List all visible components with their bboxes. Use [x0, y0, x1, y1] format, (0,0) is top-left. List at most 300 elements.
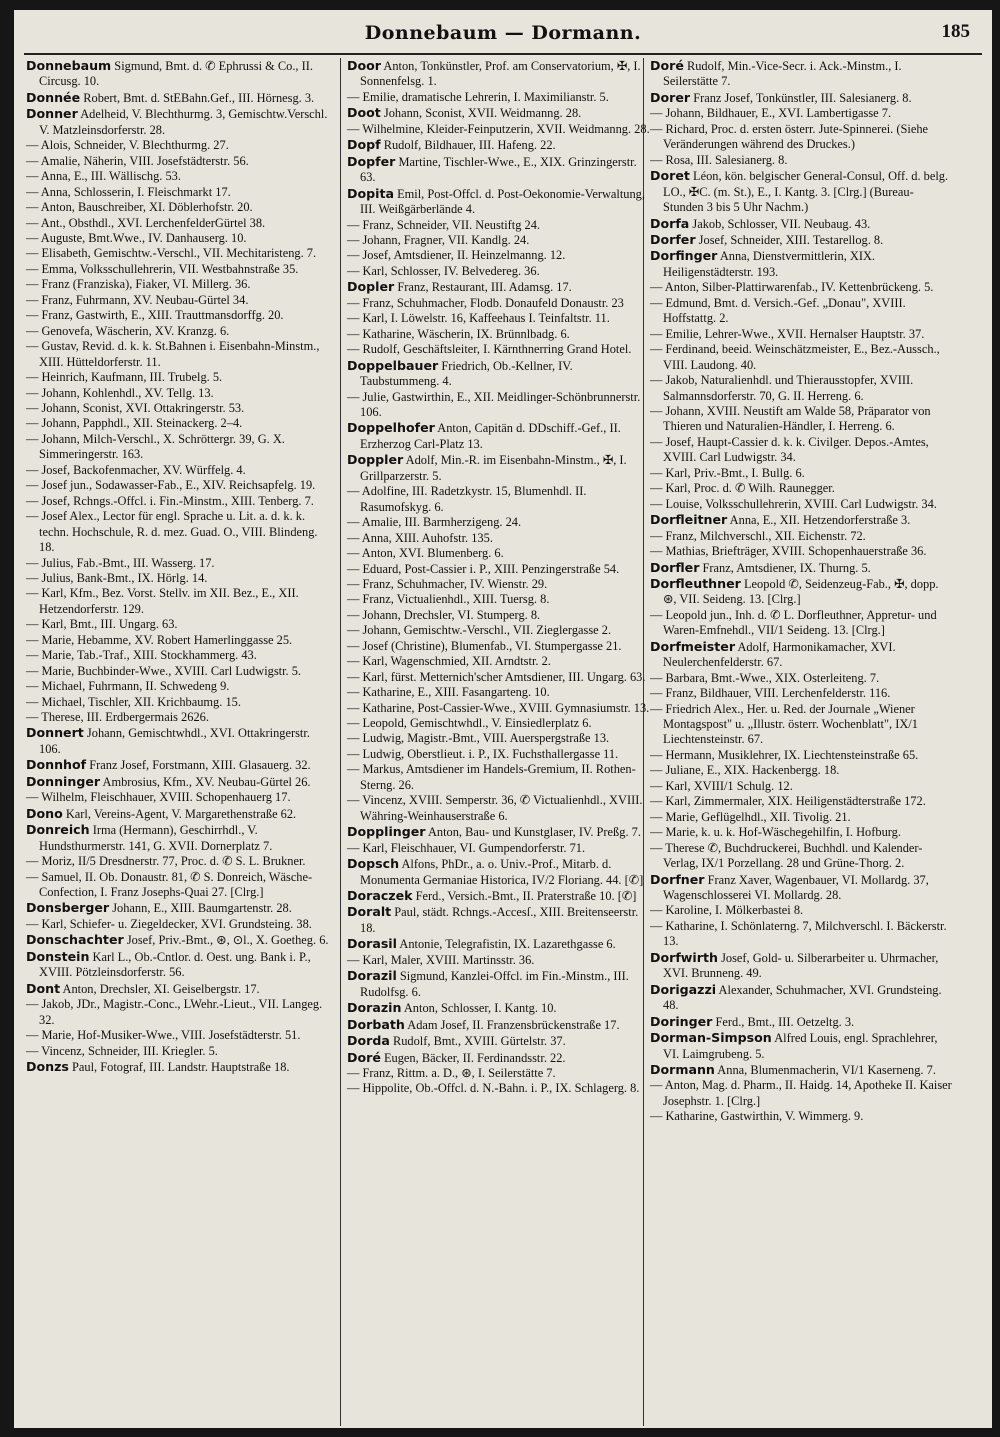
header-rule: [24, 53, 982, 55]
entry-text: Franz, Restaurant, III. Adamsg. 17.: [397, 280, 572, 295]
entry-text: — Franz, Schuhmacher, IV. Wienstr. 29.: [347, 576, 548, 591]
directory-entry: [650, 216, 954, 232]
entry-surname: Dopplinger: [347, 824, 426, 840]
directory-entry: [650, 90, 954, 106]
directory-entry: [26, 679, 330, 694]
entry-text: — Leopold, Gemischtwhdl., V. Einsiedlerplatz 6.: [347, 716, 592, 731]
entry-text: Johann, Sconist, XVII. Weidmanng. 28.: [383, 106, 582, 121]
entry-text: — Moriz, II/5 Dresdnerstr. 77, Proc. d. ✆ S. L. Brukner.: [26, 854, 306, 869]
entry-surname: Donzs: [26, 1059, 69, 1074]
entry-text: — Julius, Bank-Bmt., IX. Hörlg. 14.: [26, 570, 208, 585]
entry-text: Rudolf, Min.-Vice-Secr. i. Ack.-Minstm., I. Seilerstätte 7.: [663, 59, 902, 89]
column-divider: [340, 58, 341, 1426]
entry-surname: Donstein: [26, 948, 90, 964]
directory-entry: [347, 452, 651, 484]
entry-text: — Genovefa, Wäscherin, XV. Kranzg. 6.: [26, 323, 230, 338]
directory-entry: [650, 1109, 954, 1124]
directory-entry: [347, 824, 651, 840]
entry-text: — Karoline, I. Mölkerbastei 8.: [650, 903, 804, 918]
entry-surname: Doot: [347, 105, 381, 121]
entry-text: — Karl, Maler, XVIII. Martinsstr. 36.: [347, 952, 535, 967]
entry-text: Paul, Fotograf, III. Landstr. Hauptstraße 18.: [72, 1060, 290, 1074]
entry-text: — Johann, Gemischtw.-Verschl., VII. Zieglergasse 2.: [347, 623, 612, 638]
directory-entry: [26, 324, 330, 339]
entry-surname: Doraczek: [347, 888, 413, 904]
entry-text: Anton, Drechsler, XI. Geiselbergstr. 17.: [62, 981, 260, 996]
entry-text: — Louise, Volksschullehrerin, XVIII. Carl Ludwigstr. 34.: [650, 496, 937, 511]
entry-surname: Doringer: [650, 1013, 713, 1029]
entry-text: Anna, Blumenmacherin, VI/1 Kaserneng. 7.: [717, 1063, 936, 1077]
entry-text: — Anton, Mag. d. Pharm., II. Haidg. 14, Apotheke II. Kaiser Josephstr. 1. [Clrg.]: [650, 1078, 952, 1108]
directory-entry: [650, 512, 954, 528]
directory-entry: [26, 900, 330, 916]
directory-entry: [26, 246, 330, 261]
entry-surname: Donsberger: [26, 900, 110, 916]
directory-entry: [347, 296, 651, 311]
entry-surname: Dorda: [347, 1033, 390, 1049]
column-3: [650, 58, 954, 1125]
entry-surname: Dorfwirth: [650, 949, 718, 965]
directory-entry: [650, 919, 954, 950]
entry-text: — Hippolite, Ob.-Offcl. d. N.-Bahn. i. P., IX. Schlagerg. 8.: [347, 1081, 640, 1096]
entry-surname: Dorfinger: [650, 248, 718, 264]
directory-entry: [650, 576, 954, 608]
entry-text: — Franz, Schneider, VII. Neustiftg 24.: [347, 217, 541, 232]
entry-surname: Donreich: [26, 822, 90, 838]
directory-entry: [347, 279, 651, 295]
directory-entry: [26, 854, 330, 869]
entry-surname: Dopsch: [347, 856, 400, 872]
directory-entry: [347, 264, 651, 279]
entry-text: — Anton, Silber-Plattirwarenfab., IV. Kettenbrückeng. 5.: [650, 280, 934, 295]
entry-text: — Ludwig, Magistr.-Bmt., VIII. Auerspergstraße 13.: [347, 731, 610, 746]
entry-text: — Friedrich Alex., Her. u. Red. der Journale „Wiener Montagspost" u. „Illustr. österr. Wochenblatt", IX/1 Liechtensteinstr. 67.: [650, 701, 918, 747]
entry-surname: Doré: [347, 1049, 381, 1065]
directory-entry: [347, 90, 651, 105]
entry-text: — Marie, Tab.-Traf., XIII. Stockhammerg. 43.: [26, 648, 257, 663]
entry-text: Alfred Louis, engl. Sprachlehrer, VI. Laimgrubeng. 5.: [663, 1031, 938, 1061]
directory-entry: [650, 296, 954, 327]
directory-entry: [26, 401, 330, 416]
entry-text: Anton, Schlosser, I. Kantg. 10.: [403, 1001, 557, 1016]
directory-entry: [26, 509, 330, 555]
directory-entry: [347, 137, 651, 153]
entry-text: — Rudolf, Geschäftsleiter, I. Kärnthnerring Grand Hotel.: [347, 342, 632, 357]
directory-entry: [650, 327, 954, 342]
directory-entry: [26, 997, 330, 1028]
entry-text: Sigmund, Bmt. d. ✆ Ephrussi & Co., II. Circusg. 10.: [39, 59, 313, 89]
entry-text: Ferd., Bmt., III. Oetzeltg. 3.: [715, 1014, 855, 1029]
directory-entry: [26, 664, 330, 679]
directory-entry: [26, 58, 330, 90]
entry-text: Adam Josef, II. Franzensbrückenstraße 17.: [407, 1017, 620, 1032]
entry-surname: Dorfmeister: [650, 638, 736, 654]
directory-entry: [26, 695, 330, 710]
directory-entry: [347, 731, 651, 746]
directory-entry: [26, 981, 330, 997]
entry-text: — Julius, Fab.-Bmt., III. Wasserg. 17.: [26, 555, 215, 570]
directory-entry: [650, 373, 954, 404]
entry-text: Josef, Schneider, XIII. Testarellog. 8.: [698, 232, 884, 247]
directory-entry: [650, 779, 954, 794]
directory-entry: [650, 748, 954, 763]
entry-text: — Katharine, E., XIII. Fasangarteng. 10.: [347, 685, 550, 700]
directory-entry: [347, 515, 651, 530]
directory-entry: [650, 342, 954, 373]
entry-text: Adolf, Harmonikamacher, XVI. Neulerchenfelderstr. 67.: [663, 639, 896, 670]
directory-entry: [26, 870, 330, 901]
directory-entry: [347, 1081, 651, 1096]
entry-text: Jakob, Schlosser, VII. Neubaug. 43.: [692, 216, 871, 231]
entry-text: — Katharine, Post-Cassier-Wwe., XVIII. Gymnasiumstr. 13.: [347, 700, 650, 715]
directory-entry: [26, 386, 330, 401]
entry-text: Friedrich, Ob.-Kellner, IV. Taubstummeng. 4.: [360, 358, 573, 389]
directory-entry: [347, 747, 651, 762]
entry-text: — Marie, k. u. k. Hof-Wäschegehilfin, I. Hofburg.: [650, 825, 901, 840]
directory-entry: [347, 793, 651, 824]
directory-entry: [650, 702, 954, 748]
entry-text: — Auguste, Bmt.Wwe., IV. Danhauserg. 10.: [26, 230, 247, 245]
directory-entry: [26, 370, 330, 385]
directory-entry: [26, 710, 330, 725]
entry-text: — Johann, Drechsler, VI. Stumperg. 8.: [347, 607, 541, 622]
entry-text: — Richard, Proc. d. ersten österr. Jute-Spinnerei. (Siehe Veränderungen während des Druckes.): [650, 121, 929, 152]
entry-text: — Marie, Hof-Musiker-Wwe., VIII. Josefstädterstr. 51.: [26, 1028, 301, 1043]
entry-surname: Donnhof: [26, 757, 87, 773]
entry-text: — Franz, Fuhrmann, XV. Neubau-Gürtel 34.: [26, 292, 249, 307]
entry-text: Léon, kön. belgischer General-Consul, Off. d. belg. LO., ✠C. (m. St.), E., I. Kantg. 3. [Clrg.] (Bureau-Stunden 3 bis 5 Uhr Nachm.): [663, 169, 949, 215]
directory-entry: [26, 154, 330, 169]
entry-surname: Dorigazzi: [650, 981, 717, 997]
entry-text: — Franz, Victualienhdl., XIII. Tuersg. 8.: [347, 592, 550, 607]
entry-surname: Dorfleitner: [650, 512, 728, 528]
entry-surname: Doré: [650, 58, 684, 73]
entry-surname: Dormann: [650, 1062, 715, 1077]
entry-text: — Julie, Gastwirthin, E., XII. Meidlinger-Schönbrunnerstr. 106.: [347, 389, 641, 419]
directory-entry: [650, 950, 954, 982]
entry-text: — Vincenz, XVIII. Semperstr. 36, ✆ Victualienhdl., XVIII. Währing-Weinhauserstraße 6.: [347, 793, 643, 823]
entry-text: Adelheid, V. Blechthurmg. 3, Gemischtw.Verschl. V. Matzleinsdorferstr. 28.: [39, 107, 328, 137]
directory-entry: [650, 58, 954, 90]
entry-text: Ferd., Versich.-Bmt., II. Praterstraße 10. [✆]: [415, 889, 637, 904]
directory-entry: [26, 478, 330, 493]
entry-text: — Franz, Gastwirth, E., XIII. Trauttmansdorffg. 20.: [26, 308, 284, 323]
entry-text: Anna, Dienstvermittlerin, XIX. Heiligenstädterstr. 193.: [663, 249, 876, 279]
directory-entry: [26, 231, 330, 246]
entry-surname: Dorfer: [650, 231, 696, 247]
directory-entry: [347, 577, 651, 592]
directory-entry: [650, 825, 954, 840]
running-head: [14, 10, 992, 50]
directory-entry: [26, 633, 330, 648]
entry-text: — Johann, Kohlenhdl., XV. Tellg. 13.: [26, 385, 214, 400]
entry-text: — Rosa, III. Salesianerg. 8.: [650, 152, 788, 167]
directory-entry: [26, 1028, 330, 1043]
entry-text: — Josef (Christine), Blumenfab., VI. Stumpergasse 21.: [347, 638, 622, 653]
entry-text: — Elisabeth, Gemischtw.-Verschl., VII. Mechitaristeng. 7.: [26, 246, 317, 261]
directory-entry: [347, 936, 651, 952]
directory-entry: [26, 949, 330, 981]
page-title: Donnebaum — Dormann.: [364, 22, 642, 44]
entry-text: — Karl, Schiefer- u. Ziegeldecker, XVI. Grundsteing. 38.: [26, 916, 312, 931]
entry-text: — Therese ✆, Buchdruckerei, Buchhdl. und Kalender-Verlag, IX/1 Porzellang. 28 und Grüne-Thorg. 2.: [650, 840, 923, 871]
directory-entry: [26, 308, 330, 323]
entry-surname: Doppelbauer: [347, 357, 439, 373]
entry-text: Alfons, PhDr., a. o. Univ.-Prof., Mitarb. d. Monumenta Germaniae Historica, IV/2 Floriang. 44. [✆]: [360, 857, 644, 887]
entry-surname: Donner: [26, 106, 78, 122]
entry-surname: Doppler: [347, 452, 404, 468]
directory-entry: [26, 586, 330, 617]
directory-entry: [347, 248, 651, 263]
entry-text: Antonie, Telegrafistin, IX. Lazarethgasse 6.: [399, 937, 616, 952]
entry-text: — Amalie, Näherin, VIII. Josefstädterstr. 56.: [26, 153, 249, 168]
entry-surname: Donschachter: [26, 932, 124, 948]
entry-text: — Emilie, Lehrer-Wwe., XVII. Hernalser Hauptstr. 37.: [650, 326, 925, 341]
directory-entry: [650, 763, 954, 778]
directory-entry: [26, 1059, 330, 1075]
entry-text: Franz, Amtsdiener, IX. Thurng. 5.: [702, 560, 871, 575]
entry-text: Johann, E., XIII. Baumgartenstr. 28.: [112, 901, 292, 916]
entry-text: Anton, Bau- und Kunstglaser, IV. Preßg. 7.: [427, 825, 641, 840]
directory-entry: [650, 466, 954, 481]
directory-entry: [650, 404, 954, 435]
directory-page: [14, 10, 992, 1428]
entry-text: — Karl, XVIII/1 Schulg. 12.: [650, 778, 793, 793]
directory-entry: [650, 686, 954, 701]
directory-entry: [650, 122, 954, 153]
directory-entry: [650, 544, 954, 559]
directory-entry: [26, 556, 330, 571]
directory-entry: [26, 932, 330, 948]
directory-entry: [347, 654, 651, 669]
entry-text: Anton, Capitän d. DDschiff.-Gef., II. Erzherzog Carl-Platz 13.: [360, 421, 621, 451]
entry-text: — Amalie, III. Barmherzigeng. 24.: [347, 515, 522, 530]
directory-entry: [650, 481, 954, 496]
entry-text: Irma (Hermann), Geschirrhdl., V. Hundsthurmerstr. 141, G. XVII. Dornerplatz 7.: [39, 823, 273, 853]
directory-entry: [347, 1033, 651, 1049]
entry-surname: Doret: [650, 168, 690, 184]
directory-entry: [347, 154, 651, 186]
entry-surname: Dopita: [347, 185, 394, 201]
entry-surname: Dorbath: [347, 1016, 405, 1032]
entry-surname: Dont: [26, 980, 61, 996]
entry-text: — Franz, Milchverschl., XII. Eichenstr. 72.: [650, 528, 866, 543]
entry-text: — Karl, Fleischhauer, VI. Gumpendorferstr. 71.: [347, 840, 586, 855]
directory-entry: [650, 497, 954, 512]
directory-entry: [347, 1066, 651, 1081]
directory-entry: [26, 293, 330, 308]
directory-entry: [347, 531, 651, 546]
directory-entry: [26, 790, 330, 805]
entry-text: Franz Xaver, Wagenbauer, VI. Mollardg. 37, Wagenschlosserei VI. Mollardg. 28.: [663, 872, 929, 903]
entry-text: — Karl, Zimmermaler, XIX. Heiligenstädterstraße 172.: [650, 794, 926, 809]
entry-text: — Karl, I. Löwelstr. 16, Kaffeehaus I. Teinfaltstr. 11.: [347, 311, 610, 326]
directory-entry: [26, 339, 330, 370]
directory-entry: [650, 435, 954, 466]
entry-text: Franz Josef, Forstmann, XIII. Glasauerg. 32.: [89, 758, 311, 773]
directory-entry: [26, 416, 330, 431]
entry-text: — Karl, Proc. d. ✆ Wilh. Raunegger.: [650, 481, 835, 496]
page-number: 185: [941, 21, 970, 42]
entry-surname: Donninger: [26, 773, 101, 789]
entry-surname: Dopfer: [347, 153, 396, 169]
entry-surname: Dorasil: [347, 936, 397, 952]
entry-text: — Josef jun., Sodawasser-Fab., E., XIV. Reichsapfelg. 19.: [26, 478, 316, 493]
entry-text: Paul, städt. Rchngs.-Accesſ., XIII. Breitenseerstr. 18.: [360, 905, 639, 935]
entry-surname: Door: [347, 58, 381, 73]
entry-text: — Markus, Amtsdiener im Handels-Gremium, II. Rothen-Sterng. 26.: [347, 762, 636, 792]
directory-entry: [650, 671, 954, 686]
entry-text: — Heinrich, Kaufmann, III. Trubelg. 5.: [26, 370, 223, 385]
directory-entry: [26, 494, 330, 509]
directory-entry: [347, 327, 651, 342]
entry-text: Johann, Gemischtwhdl., XVI. Ottakringerstr. 106.: [39, 726, 310, 756]
entry-text: — Alois, Schneider, V. Blechthurmg. 27.: [26, 138, 229, 153]
entry-text: — Emilie, dramatische Lehrerin, I. Maximilianstr. 5.: [347, 89, 609, 104]
directory-entry: [26, 277, 330, 292]
entry-surname: Dorazil: [347, 968, 397, 984]
directory-entry: [347, 1017, 651, 1033]
entry-text: — Ferdinand, beeid. Weinschätzmeister, E., Bez.-Aussch., VIII. Laudong. 40.: [650, 342, 940, 372]
directory-entry: [347, 342, 651, 357]
directory-entry: [650, 982, 954, 1014]
directory-entry: [650, 280, 954, 295]
directory-entry: [347, 420, 651, 452]
directory-entry: [650, 1078, 954, 1109]
directory-entry: [347, 888, 651, 904]
directory-entry: [347, 968, 651, 1000]
entry-text: — Michael, Tischler, XII. Krichbaumg. 15.: [26, 694, 241, 709]
entry-text: — Marie, Hebamme, XV. Robert Hamerlinggasse 25.: [26, 632, 293, 647]
directory-entry: [347, 670, 651, 685]
directory-entry: [650, 1030, 954, 1062]
directory-entry: [347, 592, 651, 607]
entry-text: — Jakob, JDr., Magistr.-Conc., LWehr.-Lieut., VII. Langeg. 32.: [26, 997, 323, 1027]
directory-entry: [26, 648, 330, 663]
entry-text: — Anna, Schlosserin, I. Fleischmarkt 17.: [26, 184, 231, 199]
directory-entry: [650, 232, 954, 248]
directory-entry: [26, 1044, 330, 1059]
directory-entry: [347, 639, 651, 654]
directory-entry: [347, 311, 651, 326]
entry-text: — Michael, Fuhrmann, II. Schwedeng 9.: [26, 679, 230, 694]
directory-entry: [347, 186, 651, 218]
directory-entry: [347, 841, 651, 856]
directory-entry: [347, 1000, 651, 1016]
directory-entry: [26, 185, 330, 200]
entry-text: — Samuel, II. Ob. Donaustr. 81, ✆ S. Donreich, Wäsche-Confection, I. Franz Josephs-Quai 27. [Clrg.]: [26, 869, 313, 900]
entry-text: — Franz, Bildhauer, VIII. Lerchenfelderstr. 116.: [650, 686, 891, 701]
entry-text: — Marie, Buchbinder-Wwe., XVIII. Carl Ludwigstr. 5.: [26, 663, 302, 678]
entry-text: Sigmund, Kanzlei-Offcl. im Fin.-Minstm., III. Rudolfsg. 6.: [360, 969, 629, 999]
column-1: [26, 58, 330, 1075]
entry-text: — Barbara, Bmt.-Wwe., XIX. Osterleiteng. 7.: [650, 670, 880, 685]
directory-entry: [650, 903, 954, 918]
entry-text: — Karl, Wagenschmied, XII. Arndtstr. 2.: [347, 654, 551, 669]
directory-entry: [650, 560, 954, 576]
entry-text: — Mathias, Briefträger, XVIII. Schopenhauerstraße 36.: [650, 544, 927, 559]
directory-entry: [347, 701, 651, 716]
entry-surname: Dorfner: [650, 871, 705, 887]
entry-text: — Josef Alex., Lector für engl. Sprache u. Lit. a. d. k. k. techn. Hochschule, R. d. mez. Guad. O., VIII. Blindeng. 18.: [26, 509, 318, 555]
directory-entry: [650, 794, 954, 809]
directory-entry: [650, 248, 954, 280]
directory-entry: [347, 904, 651, 936]
directory-entry: [347, 233, 651, 248]
entry-text: — Vincenz, Schneider, III. Kriegler. 5.: [26, 1043, 218, 1058]
entry-text: Rudolf, Bildhauer, III. Hafeng. 22.: [383, 138, 556, 153]
directory-entry: [347, 484, 651, 515]
entry-surname: Doralt: [347, 904, 392, 920]
directory-entry: [26, 917, 330, 932]
entry-text: — Anton, XVI. Blumenberg. 6.: [347, 546, 504, 561]
entry-text: — Karl, Schlosser, IV. Belvedereg. 36.: [347, 263, 540, 278]
entry-text: — Marie, Geflügelhdl., XII. Tivolig. 21.: [650, 809, 851, 824]
entry-text: — Johann, Bildhauer, E., XVI. Lambertigasse 7.: [650, 106, 892, 121]
entry-text: — Josef, Rchngs.-Offcl. i. Fin.-Minstm., XIII. Tenberg. 7.: [26, 493, 314, 508]
directory-entry: [347, 546, 651, 561]
entry-text: — Edmund, Bmt. d. Versich.-Gef. „Donau", XVIII. Hoffstattg. 2.: [650, 295, 906, 326]
directory-entry: [347, 218, 651, 233]
directory-entry: [347, 762, 651, 793]
entry-text: Anna, E., XII. Hetzendorferstraße 3.: [729, 513, 911, 528]
directory-entry: [26, 200, 330, 215]
entry-surname: Donnée: [26, 89, 81, 105]
directory-entry: [347, 58, 651, 90]
entry-text: — Eduard, Post-Cassier i. P., XIII. Penzingerstraße 54.: [347, 561, 620, 576]
entry-surname: Doppelhofer: [347, 420, 435, 436]
entry-text: Franz Josef, Tonkünstler, III. Salesianerg. 8.: [693, 90, 912, 105]
entry-text: — Franz, Schuhmacher, Flodb. Donaufeld Donaustr. 23: [347, 295, 624, 310]
directory-entry: [26, 138, 330, 153]
entry-surname: Dorer: [650, 89, 691, 105]
entry-surname: Dopler: [347, 279, 395, 295]
entry-text: — Katharine, Wäscherin, IX. Brünnlbadg. 6.: [347, 326, 570, 341]
entry-text: — Josef, Amtsdiener, II. Heinzelmanng. 12.: [347, 248, 566, 263]
entry-text: — Wilhelm, Fleischhauer, XVIII. Schopenhauerg 17.: [26, 790, 291, 805]
entry-text: Josef, Priv.-Bmt., ⊛, ⊙l., X. Goetheg. 6.: [126, 933, 329, 948]
column-2: [347, 58, 651, 1097]
directory-entry: [347, 856, 651, 888]
directory-entry: [26, 432, 330, 463]
directory-entry: [26, 463, 330, 478]
entry-text: — Hermann, Musiklehrer, IX. Liechtensteinstraße 65.: [650, 747, 919, 762]
entry-text: Leopold ✆, Seidenzeug-Fab., ✠, dopp. ⊛, VII. Seideng. 13. [Clrg.]: [663, 576, 939, 607]
entry-text: — Franz (Franziska), Fiaker, VI. Millerg. 36.: [26, 277, 251, 292]
entry-text: — Johann, Papphdl., XII. Steinackerg. 2–4.: [26, 416, 243, 431]
directory-entry: [650, 1014, 954, 1030]
entry-text: — Ant., Obsthdl., XVI. LerchenfelderGürtel 38.: [26, 215, 266, 230]
directory-entry: [650, 529, 954, 544]
directory-entry: [26, 216, 330, 231]
entry-surname: Dono: [26, 805, 63, 821]
directory-entry: [26, 106, 330, 138]
entry-text: — Karl, Kfm., Bez. Vorst. Stellv. im XII. Bez., E., XII. Hetzendorferstr. 129.: [26, 586, 299, 616]
entry-text: — Johann, Milch-Verschl., X. Schröttergr. 39, G. X. Simmeringerstr. 163.: [26, 431, 285, 462]
entry-text: — Karl, fürst. Metternich'scher Amtsdiener, III. Ungarg. 63.: [347, 669, 646, 684]
entry-text: Josef, Gold- u. Silberarbeiter u. Uhrmacher, XVI. Brunneng. 49.: [663, 950, 939, 981]
entry-text: Eugen, Bäcker, II. Ferdinandsstr. 22.: [383, 1050, 566, 1065]
directory-entry: [650, 168, 954, 215]
directory-entry: [650, 153, 954, 168]
entry-surname: Dopf: [347, 137, 381, 153]
entry-text: Karl L., Ob.-Cntlor. d. Oest. ung. Bank i. P., XVIII. Pötzleinsdorferstr. 56.: [39, 949, 311, 980]
entry-text: — Johann, Fragner, VII. Kandlg. 24.: [347, 232, 530, 247]
entry-text: — Johann, XVIII. Neustift am Walde 58, Präparator von Thieren und Naturalien-Händler, I. Herreng. 6.: [650, 403, 931, 434]
entry-text: Rudolf, Bmt., XVIII. Gürtelstr. 37.: [392, 1034, 566, 1049]
entry-text: Anton, Tonkünstler, Prof. am Conservatorium, ✠, I. Sonnenfelsg. 1.: [360, 59, 641, 89]
entry-text: — Karl, Priv.-Bmt., I. Bullg. 6.: [650, 465, 805, 480]
